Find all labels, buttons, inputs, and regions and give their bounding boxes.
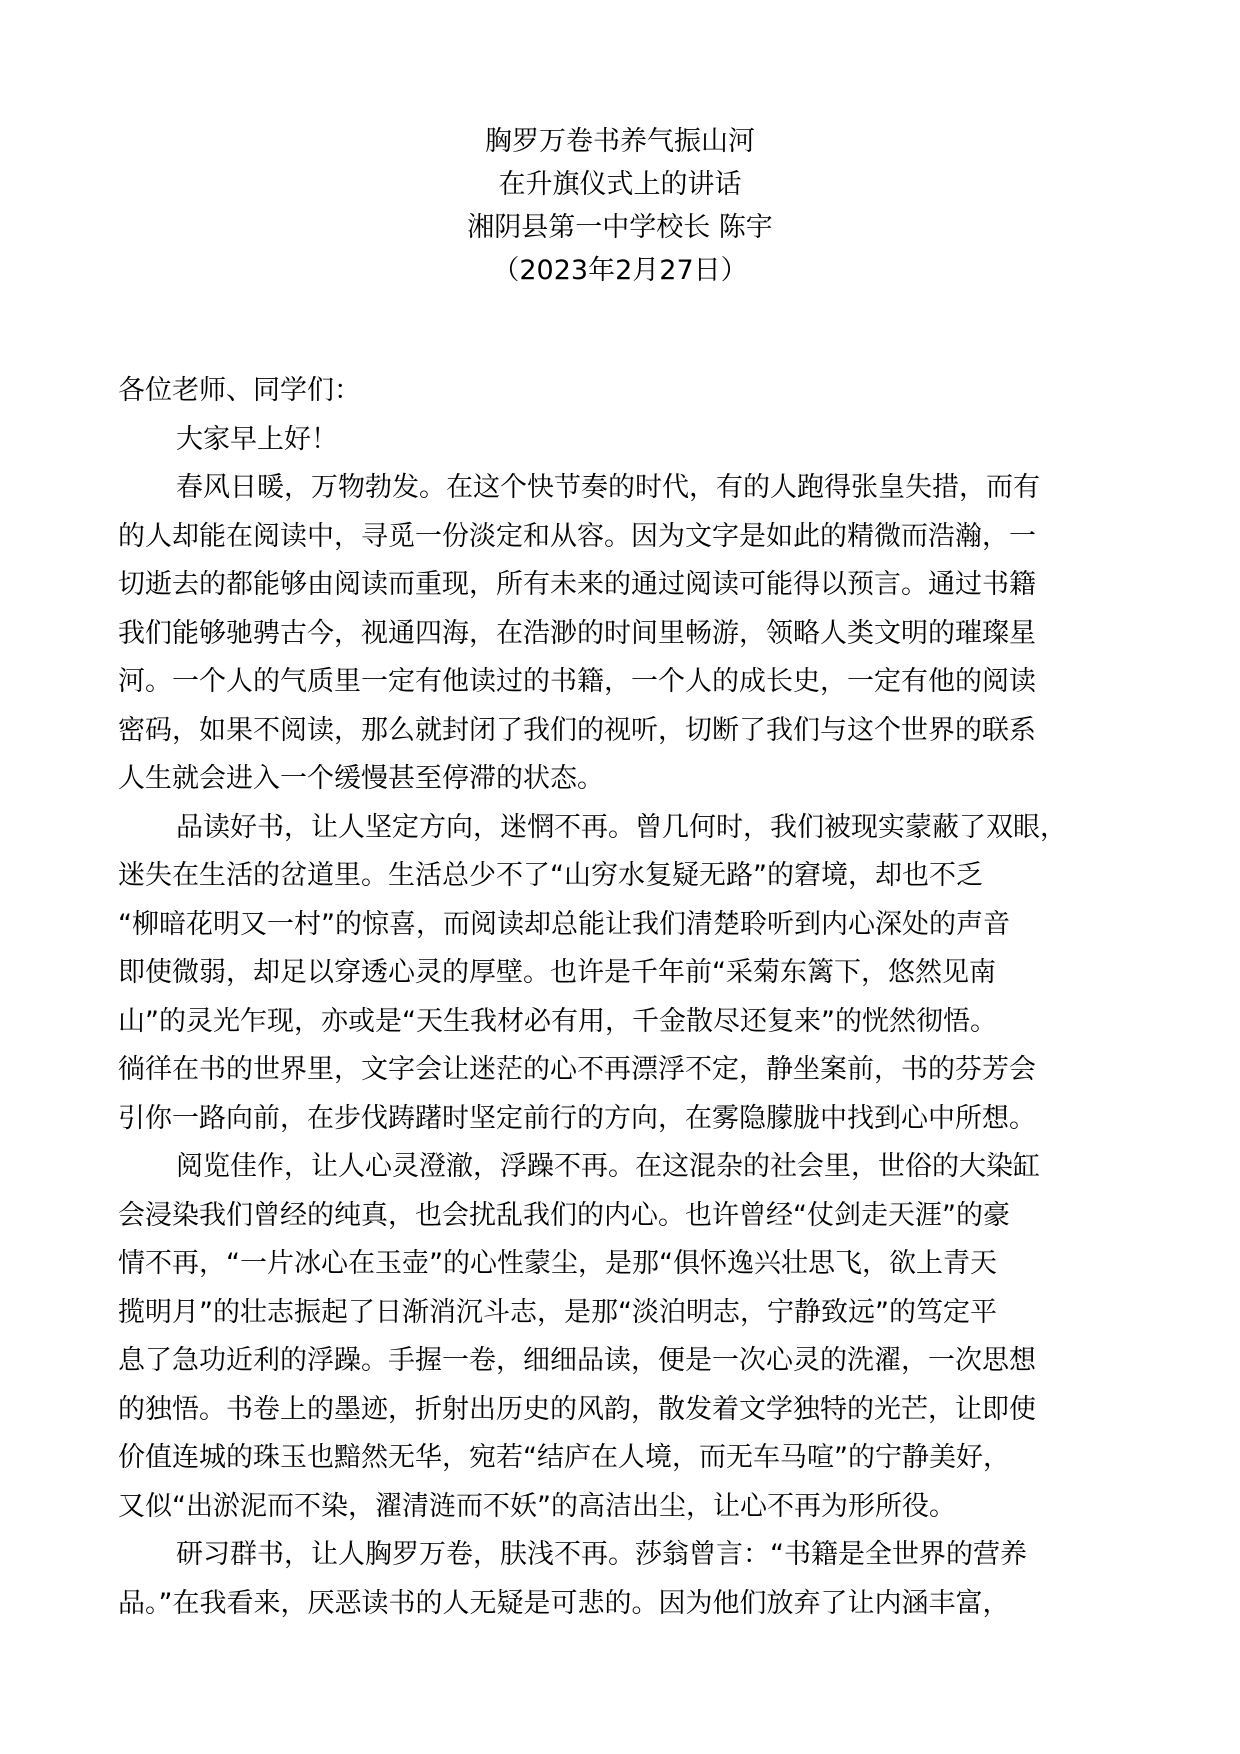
paragraph-line: 息了急功近利的浮躁。手握一卷，细细品读，便是一次心灵的洗濯，一次思想	[118, 1345, 1036, 1376]
paragraph-line: 阅览佳作，让人心灵澄澈，浮躁不再。在这混杂的社会里，世俗的大染缸	[176, 1151, 1040, 1182]
document-title: 胸罗万卷书养气振山河	[485, 126, 755, 157]
paragraph-line: 情不再，“一片冰心在玉壶”的心性蒙尘，是那“俱怀逸兴壮思飞，欲上青天	[118, 1248, 997, 1279]
paragraph-line: 迷失在生活的岔道里。生活总少不了“山穷水复疑无路”的窘境，却也不乏	[118, 860, 983, 891]
paragraph-line: 徜徉在书的世界里，文字会让迷茫的心不再漂浮不定，静坐案前，书的芬芳会	[118, 1054, 1036, 1085]
paragraph-line: 人生就会进入一个缓慢甚至停滞的状态。	[118, 763, 604, 794]
paragraph-line: 引你一路向前，在步伐踌躇时坚定前行的方向，在雾隐朦胧中找到心中所想。	[118, 1102, 1036, 1134]
speech-body	[118, 367, 1148, 1628]
paragraph	[118, 1531, 1148, 1628]
document-header	[0, 120, 1240, 292]
date-line: （2023年2月27日）	[492, 255, 748, 286]
paragraph-line: 价值连城的珠玉也黯然无华，宛若“结庐在人境，而无车马喧”的宁静美好，	[118, 1442, 1010, 1473]
document-subtitle: 在升旗仪式上的讲话	[498, 169, 742, 200]
paragraph-line: 会浸染我们曾经的纯真，也会扰乱我们的内心。也许曾经“仗剑走天涯”的豪	[118, 1199, 1010, 1231]
paragraph-line: 品读好书，让人坚定方向，迷惘不再。曾几何时，我们被现实蒙蔽了双眼，	[176, 811, 1067, 843]
paragraph-line: 又似“出淤泥而不染，濯清涟而不妖”的高洁出尘，让心不再为形所役。	[118, 1490, 956, 1522]
paragraph-line: 研习群书，让人胸罗万卷，肤浅不再。莎翁曾言：“书籍是全世界的营养	[176, 1539, 1027, 1570]
paragraph-line: 河。一个人的气质里一定有他读过的书籍，一个人的成长史，一定有他的阅读	[118, 666, 1036, 697]
paragraph	[118, 464, 1148, 804]
author-line: 湘阴县第一中学校长 陈宇	[467, 212, 773, 243]
paragraph-line: 即使微弱，却足以穿透心灵的厚壁。也许是千年前“采菊东篱下，悠然见南	[118, 957, 996, 988]
paragraph-line: 品。”在我看来，厌恶读书的人无疑是可悲的。因为他们放弃了让内涵丰富，	[118, 1587, 1010, 1619]
paragraph-line: 山”的灵光乍现，亦或是“天生我材必有用，千金散尽还复来”的恍然彻悟。	[118, 1005, 997, 1037]
paragraph-line: 的独悟。书卷上的墨迹，折射出历史的风韵，散发着文学独特的光芒，让即使	[118, 1393, 1036, 1425]
salutation: 各位老师、同学们：	[118, 375, 361, 406]
paragraph-line: 密码，如果不阅读，那么就封闭了我们的视听，切断了我们与这个世界的联系	[118, 714, 1036, 746]
paragraph-line: 的人却能在阅读中，寻觅一份淡定和从容。因为文字是如此的精微而浩瀚，一	[118, 520, 1036, 552]
paragraph-line: 切逝去的都能够由阅读而重现，所有未来的通过阅读可能得以预言。通过书籍	[118, 569, 1036, 600]
paragraph-line: 揽明月”的壮志振起了日渐消沉斗志，是那“淡泊明志，宁静致远”的笃定平	[118, 1296, 997, 1328]
paragraph-line: “柳暗花明又一村”的惊喜，而阅读却总能让我们清楚聆听到内心深处的声音	[118, 908, 1010, 940]
greeting: 大家早上好！	[176, 423, 338, 455]
paragraph	[118, 1143, 1148, 1531]
paragraph	[118, 804, 1148, 1144]
paragraph-line: 春风日暖，万物勃发。在这个快节奏的时代，有的人跑得张皇失措，而有	[176, 472, 1040, 503]
paragraph-line: 我们能够驰骋古今，视通四海，在浩渺的时间里畅游，领略人类文明的璀璨星	[118, 617, 1036, 649]
